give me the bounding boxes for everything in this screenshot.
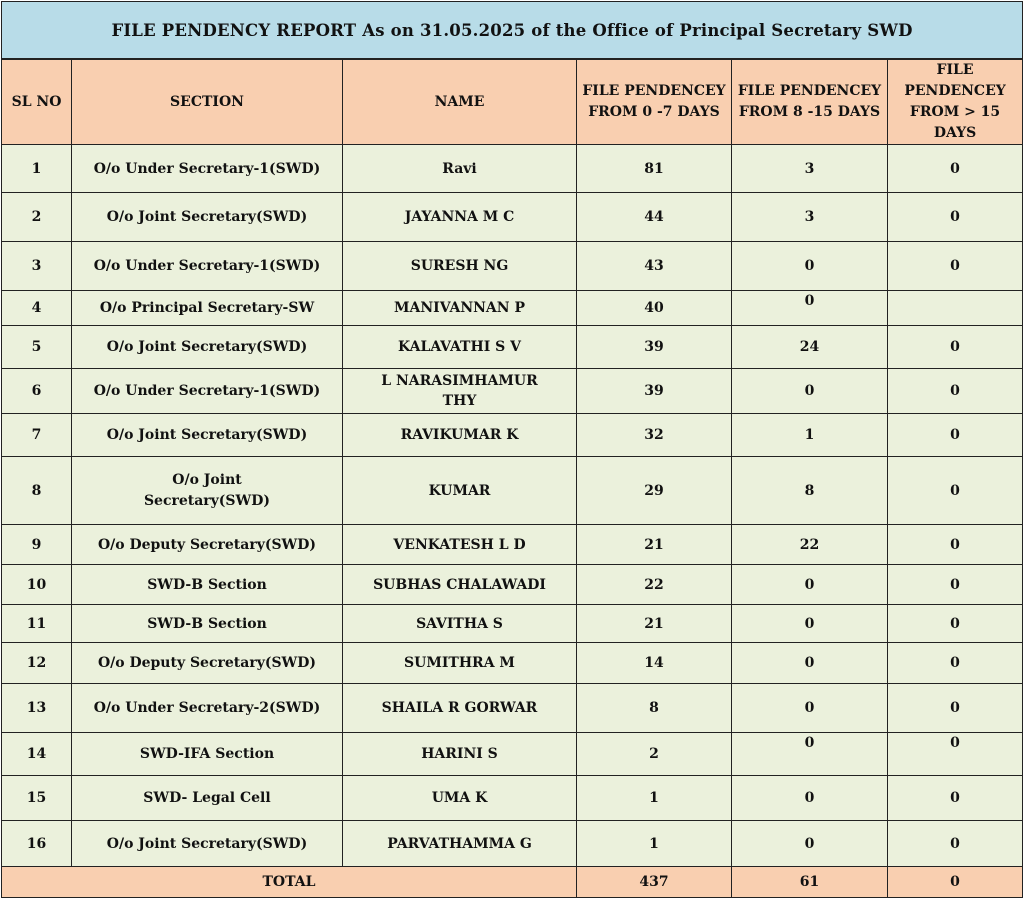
table-row	[2, 525, 1023, 565]
sl-no-cell: 15	[2, 776, 72, 821]
name-cell: SURESH NG	[343, 242, 577, 291]
table-row	[2, 643, 1023, 684]
pendency-8-15-cell: 0	[732, 776, 888, 821]
sl-no-cell: 4	[2, 291, 72, 326]
pendency-0-7-cell: 1	[577, 821, 732, 867]
section-cell: O/o Principal Secretary-SW	[72, 291, 343, 326]
name-cell: SUMITHRA M	[343, 643, 577, 684]
name-cell: VENKATESH L D	[343, 525, 577, 565]
total-pendency-8-15: 61	[732, 867, 888, 898]
section-cell: SWD-IFA Section	[72, 733, 343, 776]
section-cell: O/o Joint Secretary(SWD)	[72, 193, 343, 242]
pendency-over-15-cell: 0	[888, 776, 1023, 821]
header-pendency-0-7-days: FILE PENDENCEY FROM 0 -7 DAYS	[577, 59, 732, 145]
sl-no-cell: 12	[2, 643, 72, 684]
pendency-8-15-cell: 3	[732, 145, 888, 193]
name-cell: L NARASIMHAMUR THY	[343, 369, 577, 414]
section-cell: SWD-B Section	[72, 565, 343, 605]
table-row	[2, 242, 1023, 291]
total-pendency-over-15: 0	[888, 867, 1023, 898]
pendency-over-15-cell	[888, 291, 1023, 326]
table-row	[2, 605, 1023, 643]
pendency-over-15-cell: 0	[888, 242, 1023, 291]
pendency-over-15-cell: 0	[888, 684, 1023, 733]
header-name: NAME	[343, 59, 577, 145]
pendency-8-15-cell: 0	[732, 291, 888, 326]
table-row	[2, 565, 1023, 605]
pendency-over-15-cell: 0	[888, 145, 1023, 193]
name-cell: SUBHAS CHALAWADI	[343, 565, 577, 605]
name-cell: PARVATHAMMA G	[343, 821, 577, 867]
pendency-over-15-cell: 0	[888, 525, 1023, 565]
pendency-0-7-cell: 2	[577, 733, 732, 776]
report-title: FILE PENDENCY REPORT As on 31.05.2025 of the Office of Principal Secretary SWD	[2, 2, 1023, 60]
section-cell: O/o Under Secretary-1(SWD)	[72, 242, 343, 291]
header-pendency-8-15-days: FILE PENDENCEY FROM 8 -15 DAYS	[732, 59, 888, 145]
section-cell: O/o Deputy Secretary(SWD)	[72, 525, 343, 565]
sl-no-cell: 10	[2, 565, 72, 605]
pendency-0-7-cell: 39	[577, 326, 732, 369]
pendency-8-15-cell: 22	[732, 525, 888, 565]
pendency-0-7-cell: 14	[577, 643, 732, 684]
pendency-0-7-cell: 43	[577, 242, 732, 291]
sl-no-cell: 8	[2, 457, 72, 525]
sl-no-cell: 1	[2, 145, 72, 193]
pendency-over-15-cell: 0	[888, 565, 1023, 605]
sl-no-cell: 3	[2, 242, 72, 291]
name-cell: Ravi	[343, 145, 577, 193]
name-cell: RAVIKUMAR K	[343, 414, 577, 457]
pendency-0-7-cell: 29	[577, 457, 732, 525]
pendency-8-15-cell: 8	[732, 457, 888, 525]
sl-no-cell: 11	[2, 605, 72, 643]
header-row	[2, 59, 1023, 145]
sl-no-cell: 14	[2, 733, 72, 776]
pendency-8-15-cell: 3	[732, 193, 888, 242]
pendency-over-15-cell: 0	[888, 733, 1023, 776]
section-cell: O/o Under Secretary-1(SWD)	[72, 145, 343, 193]
name-cell: SHAILA R GORWAR	[343, 684, 577, 733]
table-row	[2, 145, 1023, 193]
name-cell: UMA K	[343, 776, 577, 821]
name-cell: SAVITHA S	[343, 605, 577, 643]
table-row	[2, 457, 1023, 525]
sl-no-cell: 13	[2, 684, 72, 733]
total-pendency-0-7: 437	[577, 867, 732, 898]
pendency-0-7-cell: 81	[577, 145, 732, 193]
pendency-0-7-cell: 32	[577, 414, 732, 457]
pendency-over-15-cell: 0	[888, 605, 1023, 643]
pendency-8-15-cell: 0	[732, 369, 888, 414]
sl-no-cell: 2	[2, 193, 72, 242]
pendency-over-15-cell: 0	[888, 821, 1023, 867]
pendency-8-15-cell: 0	[732, 565, 888, 605]
section-cell: O/o Joint Secretary(SWD)	[72, 414, 343, 457]
name-cell: MANIVANNAN P	[343, 291, 577, 326]
section-cell: O/o Deputy Secretary(SWD)	[72, 643, 343, 684]
table-row	[2, 326, 1023, 369]
total-label: TOTAL	[2, 867, 577, 898]
pendency-0-7-cell: 1	[577, 776, 732, 821]
pendency-8-15-cell: 0	[732, 643, 888, 684]
section-cell: O/o Joint Secretary(SWD)	[72, 821, 343, 867]
pendency-0-7-cell: 39	[577, 369, 732, 414]
pendency-over-15-cell: 0	[888, 414, 1023, 457]
pendency-0-7-cell: 8	[577, 684, 732, 733]
name-cell: KUMAR	[343, 457, 577, 525]
pendency-8-15-cell: 1	[732, 414, 888, 457]
section-cell: SWD- Legal Cell	[72, 776, 343, 821]
table-row	[2, 821, 1023, 867]
section-cell: O/o Under Secretary-1(SWD)	[72, 369, 343, 414]
pendency-0-7-cell: 40	[577, 291, 732, 326]
table-row	[2, 193, 1023, 242]
header-sl-no: SL NO	[2, 59, 72, 145]
total-row	[2, 867, 1023, 898]
table-row	[2, 733, 1023, 776]
table-row	[2, 414, 1023, 457]
pendency-0-7-cell: 22	[577, 565, 732, 605]
section-cell: O/o Under Secretary-2(SWD)	[72, 684, 343, 733]
name-cell: KALAVATHI S V	[343, 326, 577, 369]
pendency-8-15-cell: 0	[732, 733, 888, 776]
table-row	[2, 776, 1023, 821]
sl-no-cell: 9	[2, 525, 72, 565]
pendency-0-7-cell: 21	[577, 525, 732, 565]
table-row	[2, 369, 1023, 414]
header-pendency-over-15-days: FILE PENDENCEY FROM > 15 DAYS	[888, 59, 1023, 145]
name-cell: JAYANNA M C	[343, 193, 577, 242]
pendency-over-15-cell: 0	[888, 193, 1023, 242]
pendency-8-15-cell: 0	[732, 242, 888, 291]
header-section: SECTION	[72, 59, 343, 145]
pendency-report-table	[1, 1, 1023, 898]
name-cell: HARINI S	[343, 733, 577, 776]
sl-no-cell: 5	[2, 326, 72, 369]
pendency-8-15-cell: 0	[732, 605, 888, 643]
section-cell: SWD-B Section	[72, 605, 343, 643]
sl-no-cell: 7	[2, 414, 72, 457]
pendency-8-15-cell: 0	[732, 821, 888, 867]
sl-no-cell: 16	[2, 821, 72, 867]
table-row	[2, 291, 1023, 326]
pendency-over-15-cell: 0	[888, 643, 1023, 684]
pendency-8-15-cell: 0	[732, 684, 888, 733]
pendency-over-15-cell: 0	[888, 369, 1023, 414]
pendency-0-7-cell: 21	[577, 605, 732, 643]
pendency-over-15-cell: 0	[888, 326, 1023, 369]
sl-no-cell: 6	[2, 369, 72, 414]
pendency-0-7-cell: 44	[577, 193, 732, 242]
table-row	[2, 684, 1023, 733]
section-cell: O/o Joint Secretary(SWD)	[72, 457, 343, 525]
pendency-8-15-cell: 24	[732, 326, 888, 369]
pendency-over-15-cell: 0	[888, 457, 1023, 525]
section-cell: O/o Joint Secretary(SWD)	[72, 326, 343, 369]
